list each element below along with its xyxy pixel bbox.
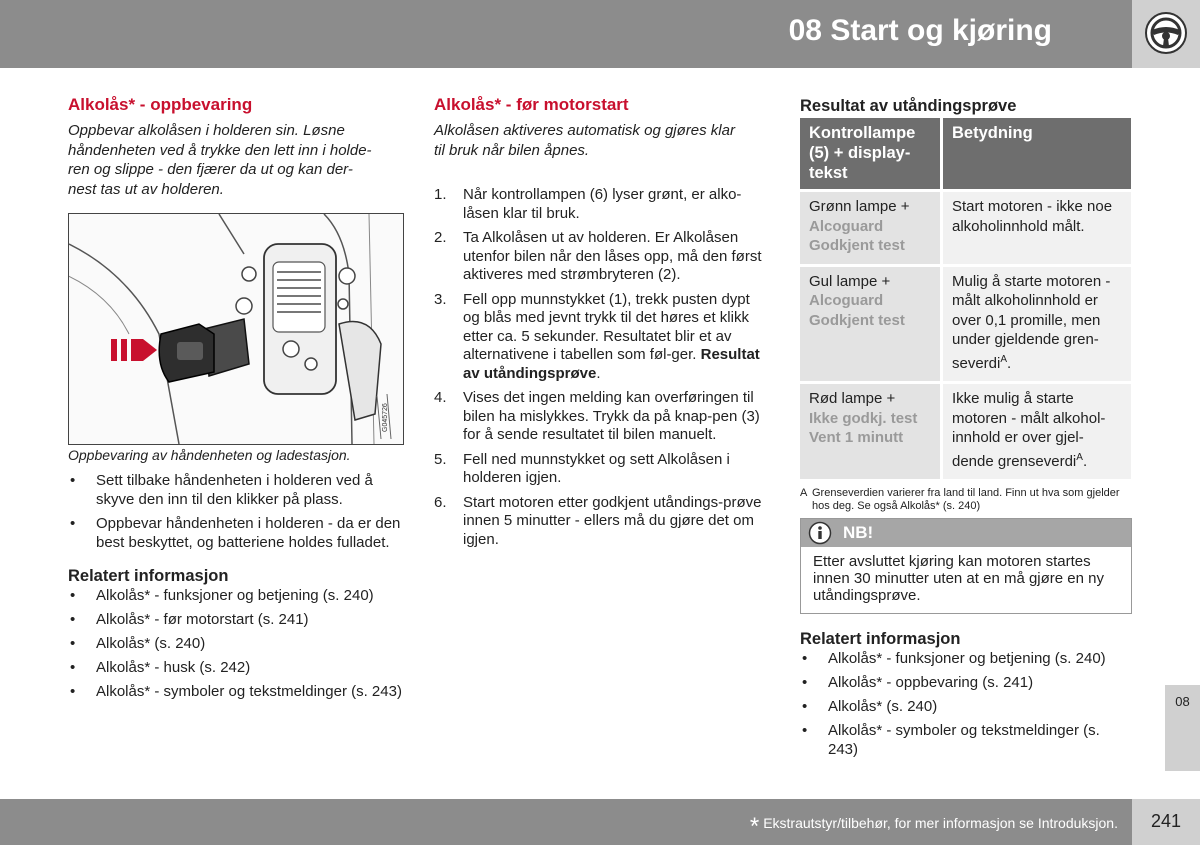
column-before-start — [434, 95, 766, 555]
intro-line: Alkolåsen aktiveres automatisk og gjøres klar — [434, 122, 735, 139]
steering-wheel-icon — [1144, 11, 1188, 55]
step-text: Fell opp munnstykket (1), trekk pusten dypt og blås med jevnt trykk til det høres et klikk etter ca. 5 sekunder. Resultatet blir et av alternativene i tabellen som føl-ger. — [463, 290, 750, 363]
step-number: 3. — [434, 290, 447, 308]
meaning-text: Ikke mulig å starte motoren - målt alkohol-innhold er over gjel-dende grenseverdi — [952, 390, 1106, 470]
step-item — [434, 229, 766, 285]
footnote-text: Grenseverdien varierer fra land til land. Finn ut hva som gjelder hos deg. Se også Alkolås* (s. 240) — [812, 487, 1120, 512]
lamp-cell — [800, 191, 942, 266]
note-label: NB! — [843, 523, 874, 542]
section-heading-storage: Alkolås* - oppbevaring — [68, 95, 253, 114]
table-title: Resultat av utåndingsprøve — [800, 97, 1017, 115]
table-header: Kontrollampe (5) + display-tekst — [800, 118, 942, 191]
meaning-cell — [942, 265, 1132, 383]
storage-intro — [68, 121, 402, 199]
table-header-row — [800, 118, 1131, 191]
step-item — [434, 186, 766, 223]
holder-drawing — [69, 214, 403, 444]
step-item — [434, 451, 766, 488]
column-result — [800, 97, 1132, 513]
meaning-text: Mulig å starte motoren - målt alkoholinnhold er over 0,1 promille, men under gjeldende gren-severdi — [952, 272, 1111, 372]
column-result-related — [800, 630, 1132, 764]
chapter-tab-label: 08 — [1175, 694, 1190, 709]
page-number: 241 — [1150, 811, 1182, 831]
step-text: Når kontrollampen (6) lyser grønt, er alko-låsen klar til bruk. — [463, 186, 742, 222]
page-footer — [0, 799, 1132, 845]
before-start-intro — [434, 121, 766, 160]
related-list — [68, 586, 402, 701]
result-table — [800, 118, 1131, 479]
step-text: Ta Alkolåsen ut av holderen. Er Alkolåsen utenfor bilen når den låses opp, må den først aktiveres med strømbryteren (2). — [463, 229, 762, 283]
list-item: • Oppbevar håndenheten i holderen - da er den best beskyttet, og batteriene holdes fulladet. — [68, 514, 402, 552]
step-number: 5. — [434, 450, 447, 468]
lamp-cell — [800, 265, 942, 383]
note-box — [800, 518, 1132, 614]
step-item — [434, 389, 766, 445]
related-heading: Relatert informasjon — [800, 630, 961, 648]
lamp-text: Gul lampe + — [809, 272, 891, 290]
related-link[interactable]: • Alkolås* (s. 240) — [68, 634, 402, 653]
holder-illustration — [68, 213, 404, 445]
note-header — [801, 519, 1131, 547]
step-reference[interactable]: Resultat av utåndingsprøve — [463, 346, 760, 382]
figure-code: G045726 — [382, 403, 389, 432]
storage-bullets — [68, 471, 402, 552]
intro-line: håndenheten ved å trykke den lett inn i holde- — [68, 141, 372, 159]
related-link[interactable]: • Alkolås* - husk (s. 242) — [68, 658, 402, 677]
column-storage — [68, 95, 402, 199]
meaning-cell — [942, 191, 1132, 266]
chapter-tab — [1165, 685, 1200, 771]
steps-list — [434, 186, 766, 549]
display-text: Ikke godkj. test Vent 1 minutt — [809, 409, 918, 446]
related-link[interactable]: • Alkolås* - funksjoner og betjening (s. 240) — [68, 586, 402, 605]
figure-caption: Oppbevaring av håndenheten og ladestasjon. — [68, 447, 351, 463]
lamp-text: Rød lampe + — [809, 390, 896, 407]
table-footnote — [800, 487, 1130, 513]
related-link[interactable]: • Alkolås* - symboler og tekstmeldinger (s. 243) — [68, 682, 402, 701]
meaning-tail: . — [1007, 354, 1012, 372]
info-icon — [807, 521, 833, 545]
meaning-tail: . — [1082, 452, 1088, 470]
related-link[interactable]: • Alkolås* (s. 240) — [800, 697, 1132, 716]
step-text: Vises det ingen melding kan overføringen til bilen ha mislykkes. Trykk da på knap-pen (3) for å sende resultatet til bilen manuelt. — [463, 389, 760, 443]
note-text: Etter avsluttet kjøring kan motoren startes innen 30 minutter uten at en må gjøre en ny utåndingsprøve. — [813, 553, 1105, 604]
step-text: Fell ned munnstykket og sett Alkolåsen i holderen igjen. — [463, 450, 730, 486]
related-list — [800, 649, 1132, 759]
intro-line: Oppbevar alkolåsen i holderen sin. Løsne — [68, 122, 345, 139]
asterisk-mark: * — [749, 813, 760, 840]
column-storage-lower — [68, 447, 402, 706]
footer-note — [750, 813, 1118, 841]
section-heading-before-start: Alkolås* - før motorstart — [434, 95, 629, 114]
step-number: 6. — [434, 493, 447, 511]
related-link[interactable]: • Alkolås* - funksjoner og betjening (s. 240) — [800, 649, 1132, 668]
step-item — [434, 494, 766, 550]
step-number: 4. — [434, 389, 447, 406]
chapter-icon-box — [1132, 0, 1200, 68]
lamp-cell — [800, 383, 942, 480]
related-link[interactable]: • Alkolås* - før motorstart (s. 241) — [68, 610, 402, 629]
step-item — [434, 291, 766, 384]
intro-line: nest tas ut av holderen. — [68, 180, 224, 198]
page-header — [0, 0, 1132, 68]
chapter-title: 08 Start og kjøring — [788, 14, 1052, 47]
footnote-ref: A — [1076, 451, 1083, 463]
related-link[interactable]: • Alkolås* - oppbevaring (s. 241) — [800, 673, 1132, 692]
page-number-box — [1132, 799, 1200, 845]
footnote-mark: A — [800, 487, 808, 499]
display-text: Alcoguard Godkjent test — [809, 292, 905, 329]
intro-line: ren og slippe - den fjærer da ut og kan der- — [68, 161, 353, 178]
meaning-text: Start motoren - ikke noe alkoholinnhold målt. — [952, 198, 1113, 235]
footer-note-text: Ekstrautstyr/tilbehør, for mer informasjon se Introduksjon. — [763, 815, 1118, 831]
list-item: • Sett tilbake håndenheten i holderen ved å skyve den inn til den klikker på plass. — [68, 471, 402, 509]
related-heading: Relatert informasjon — [68, 567, 229, 585]
lamp-text: Grønn lampe + — [809, 198, 910, 215]
related-link[interactable]: • Alkolås* - symboler og tekstmeldinger (s. 243) — [800, 721, 1132, 759]
step-number: 2. — [434, 229, 447, 246]
table-row — [800, 265, 1131, 383]
step-text: Start motoren etter godkjent utåndings-prøve innen 5 minutter - ellers må du gjøre det om igjen. — [463, 493, 762, 548]
table-header: Betydning — [942, 118, 1132, 191]
intro-line: til bruk når bilen åpnes. — [434, 141, 590, 159]
display-text: Alcoguard Godkjent test — [809, 217, 905, 254]
step-text: . — [596, 364, 601, 382]
table-row — [800, 383, 1131, 480]
meaning-cell — [942, 383, 1132, 480]
step-number: 1. — [434, 186, 447, 203]
table-row — [800, 191, 1131, 266]
footnote-ref: A — [1000, 353, 1008, 365]
